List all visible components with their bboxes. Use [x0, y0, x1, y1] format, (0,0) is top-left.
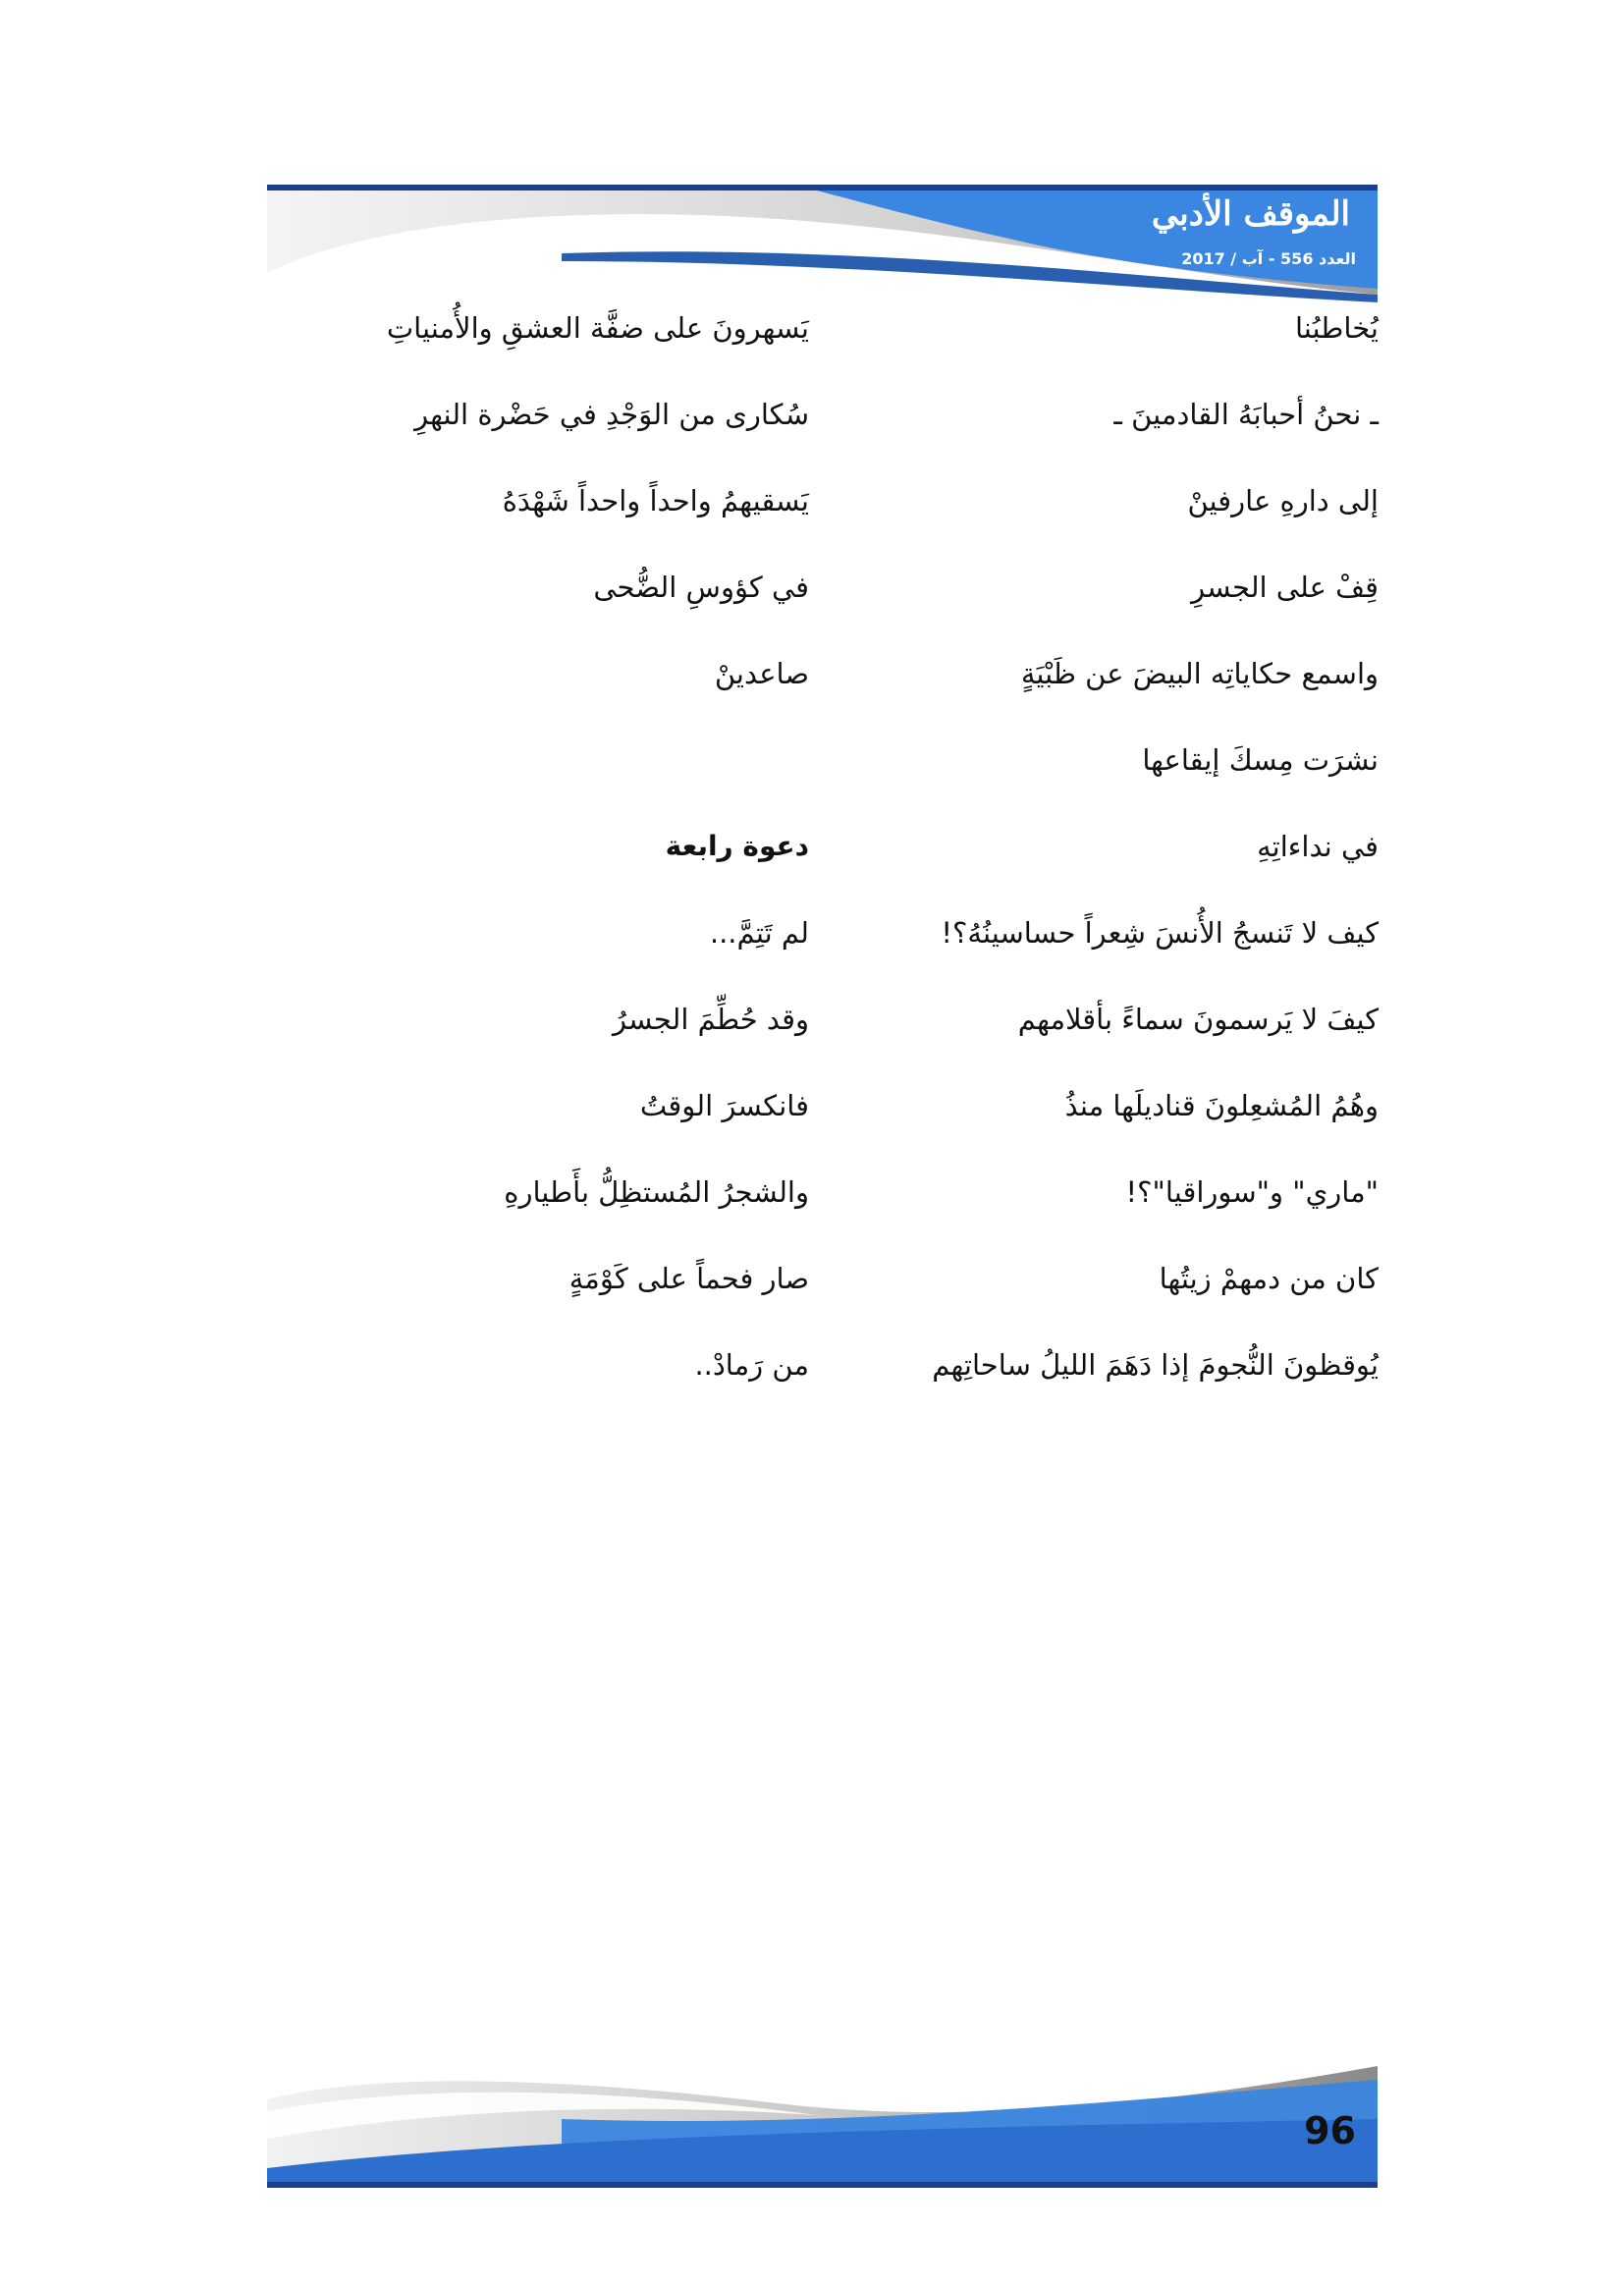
section-heading: دعوة رابعة	[665, 830, 809, 862]
poem-line: يَسهرونَ على ضفَّة العشقِ والأُمنياتِ	[386, 311, 809, 345]
issue-info: العدد 556 - آب / 2017	[1181, 249, 1356, 268]
poem-line: فانكسرَ الوقتُ	[639, 1089, 809, 1122]
footer-swoosh-graphic	[267, 2060, 1378, 2188]
poem-line: يُخاطبُنا	[1294, 311, 1379, 345]
magazine-logo: الموقف الأدبي	[1151, 194, 1350, 234]
poem-line: وهُمُ المُشعِلونَ قناديلَها منذُ	[1064, 1089, 1379, 1122]
poem-line: والشجرُ المُستظِلُّ بأَطيارهِ	[504, 1175, 809, 1209]
poem-line: صار فحماً على كَوْمَةٍ	[568, 1262, 809, 1295]
poem-line: صاعدينْ	[714, 657, 809, 690]
poem-line: كيفَ لا يَرسمونَ سماءً بأقلامهم	[1017, 1003, 1379, 1036]
page-number: 96	[1304, 2109, 1356, 2152]
poem-line: كيف لا تَنسجُ الأُنسَ شِعراً حساسينُهُ؟!	[941, 916, 1379, 950]
poem-line: نشرَت مِسكَ إيقاعها	[1142, 743, 1379, 777]
poem-line: واسمع حكاياتِه البيضَ عن ظَبْيَةٍ	[1020, 657, 1379, 690]
poem-line: ـ نحنُ أحبابَهُ القادمينَ ـ	[1113, 398, 1379, 431]
poem-line: إلى دارهِ عارفينْ	[1187, 484, 1379, 517]
poem-line: من رَمادْ..	[694, 1348, 809, 1382]
page-footer	[267, 2060, 1378, 2188]
poem-column-right	[907, 285, 1379, 1408]
poem-column-left	[298, 285, 809, 1408]
poem-line: يُوقظونَ النُّجومَ إذا دَهَمَ الليلُ ساحاتِهم	[932, 1348, 1379, 1382]
poem-line-blank	[298, 717, 809, 803]
poem-line: وقد حُطِّمَ الجسرُ	[612, 1003, 809, 1036]
poem-line: "ماري" و"سوراقيا"؟!	[1125, 1175, 1379, 1209]
poem-line: في كؤوسِ الضُّحى	[593, 571, 809, 604]
poem-line: سُكارى من الوَجْدِ في حَضْرة النهرِ	[414, 398, 809, 431]
poem-line: في نداءاتِهِ	[1257, 830, 1379, 863]
poem-line: يَسقيهمُ واحداً واحداً شَهْدَهُ	[502, 484, 809, 517]
poem-line: لم تَتِمَّ...	[709, 916, 809, 950]
poem-line: كان من دمهمْ زيتُها	[1159, 1262, 1379, 1295]
poem-line: قِفْ على الجسرِ	[1191, 571, 1379, 604]
